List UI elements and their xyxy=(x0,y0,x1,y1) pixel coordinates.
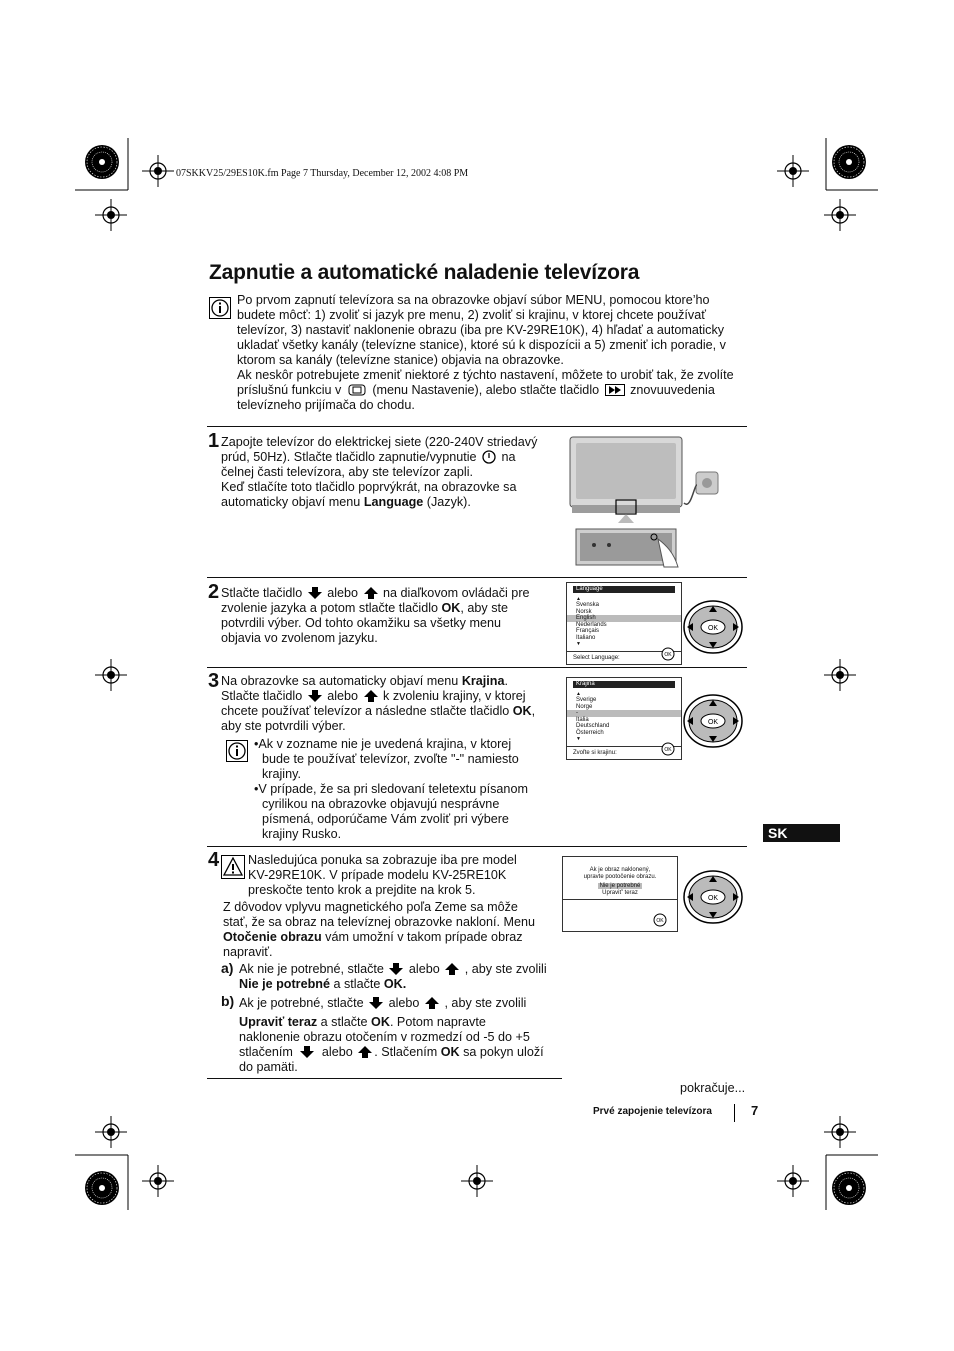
step2-text: Stlačte tlačidlo alebo na diaľkovom ovládači pre zvolenie jazyka a potom stlačte tlačidlo OK, aby ste potvrdili výber. Od tohto okamžiku sa všetky menu objavia vo zvolenom jazyku. xyxy=(221,586,530,645)
step4-warning: Nasledujúca ponuka sa zobrazuje iba pre model KV-29RE10K. V prípade modelu KV-25RE10K preskočte tento krok a prejdite na krok 5. xyxy=(248,853,517,897)
page-number: 7 xyxy=(751,1103,759,1118)
menu-item: Norge xyxy=(576,703,593,710)
step1-text: Zapojte televízor do elektrickej siete (220-240V striedavý prúd, 50Hz). Stlačte tlačidlo zapnutie/vypnutie na čelnej časti televízora, aby ste televízor zapli. Keď stlačíte toto tlačidlo poprvýkrát, na obrazovke sa automaticky objaví menu Language (Jazyk). xyxy=(221,435,538,509)
menu-item: Svenska xyxy=(576,602,600,608)
up-arrow-icon xyxy=(364,587,378,599)
language-menu-screen xyxy=(566,582,682,665)
ok-nav-icon xyxy=(661,647,675,661)
step-number: 3 xyxy=(208,670,220,692)
up-arrow-icon xyxy=(445,963,459,975)
svg-text:OK: OK xyxy=(707,625,719,632)
country-menu-screen xyxy=(566,677,682,760)
menu-title: Language xyxy=(573,586,675,593)
menu-footer: Select Language: xyxy=(567,651,681,665)
page-title: Zapnutie a automatické naladenie televízora xyxy=(209,261,640,284)
footer-separator xyxy=(734,1104,735,1122)
menu-title: Krajina xyxy=(573,681,675,688)
up-arrow-icon xyxy=(364,690,378,702)
svg-text:OK: OK xyxy=(707,719,719,726)
file-info-header: 07SKKV25/29ES10K.fm Page 7 Thursday, December 12, 2002 4:08 PM xyxy=(176,168,469,179)
down-arrow-icon xyxy=(300,1046,314,1058)
info-icon xyxy=(209,297,231,319)
divider xyxy=(207,1078,562,1079)
up-arrow-icon xyxy=(358,1046,372,1058)
power-icon xyxy=(482,450,496,464)
arrow-up-indicator: ▲ xyxy=(576,690,581,697)
svg-text:OK: OK xyxy=(664,747,672,753)
divider xyxy=(207,426,747,427)
menu-item: Italiano xyxy=(576,634,596,641)
ok-nav-icon xyxy=(653,913,667,927)
warning-icon xyxy=(221,855,245,879)
option-b-label: b) xyxy=(221,993,235,1009)
step-number: 4 xyxy=(208,849,220,871)
menu-item: Deutschland xyxy=(576,723,610,729)
step3-notes: •Ak v zozname nie je uvedená krajina, v ktorej bude te používať televízor, zvoľte "-" namiesto krajiny. •V prípade, že sa pri sledovaní teletextu písanom cyrilikou na obrazovke objavujú nesprávne písmená, odporúčame Vám zvoliť pri výbere krajiny Rusko. xyxy=(254,737,528,841)
down-arrow-icon xyxy=(308,690,322,702)
option-a-text: Ak nie je potrebné, stlačte alebo , aby ste zvolili Nie je potrebné a stlačte OK. xyxy=(239,962,547,991)
menu-item-selected: Nie je potrebné xyxy=(599,883,641,889)
language-tab: SK xyxy=(763,824,840,842)
step4-text: Z dôvodov vplyvu magnetického poľa Zeme sa môže stať, že sa obraz na televíznej obrazovke nakloní. Menu Otočenie obrazu vám umožní v takom prípade obraz napraviť. xyxy=(223,900,536,959)
arrow-down-indicator: ▼ xyxy=(576,641,581,647)
remote-navigation-pad xyxy=(683,600,743,655)
arrow-down-indicator: ▼ xyxy=(576,736,581,742)
step-number: 2 xyxy=(208,581,220,603)
svg-text:OK: OK xyxy=(664,652,672,658)
divider xyxy=(207,577,747,578)
star-mark-bl xyxy=(85,1171,119,1205)
intro-paragraph: Po prvom zapnutí televízora sa na obrazovke objaví súbor MENU, pomocou ktore’ho budete môcť: 1) zvoliť si jazyk pre menu, 2) zvoliť si krajinu, v ktorej chcete používať televízor, 3) nastaviť naklonenie obrazu (iba pre KV-29RE10K), 4) hľadať a automaticky ukladať všetky kanály (televízne stanice), ktoré sú k dispozícii a 5) zmeniť ich poradie, v ktorom sa kanály (televízne stanice) objavia na obrazovke. Ak neskôr potrebujete zmeniť niektoré z týchto nastavení, môžete to urobiť tak, že zvolíte príslušnú funkciu v (menu Nastavenie), alebo stlačte tlačidlo znovuuvedenia televízneho prijímača do chodu. xyxy=(237,293,734,412)
menu-item: Upraviť' teraz xyxy=(602,889,638,896)
step-number: 1 xyxy=(208,430,220,452)
ok-nav-icon xyxy=(661,742,675,756)
tilt-menu-screen: Ak je obraz naklonený, upravte pootočenie obrazu. Nie je potrebné Upraviť' teraz OK xyxy=(562,856,678,932)
menu-item: Français xyxy=(576,628,600,634)
menu-item: Italia xyxy=(576,716,589,723)
menu-item: Österreich xyxy=(576,729,604,736)
svg-text:OK: OK xyxy=(707,895,719,902)
star-mark-br xyxy=(832,1171,866,1205)
menu-item: Norsk xyxy=(576,608,592,615)
step3-text: Na obrazovke sa automaticky objaví menu Krajina. Stlačte tlačidlo alebo k zvoleniu krajiny, v ktorej chcete používať televízor a následne stlačte tlačidlo OK, aby ste potvrdili výber. xyxy=(221,674,536,733)
fast-forward-icon xyxy=(605,384,625,396)
star-mark-tl xyxy=(85,145,119,179)
footer-section: Prvé zapojenie televízora xyxy=(593,1106,712,1117)
continues-note: pokračuje... xyxy=(680,1081,746,1095)
remote-navigation-pad xyxy=(683,870,743,925)
info-icon xyxy=(226,740,248,762)
menu-item: Nederlands xyxy=(576,621,607,628)
option-b-text: Ak je potrebné, stlačte alebo , aby ste zvolili Upraviť teraz a stlačte OK. Potom napravte naklonenie obrazu otočením v rozmedzí od -5 do +5 stlačením alebo . Stlačením OK sa pokyn uloží do pamäti. xyxy=(239,996,544,1074)
down-arrow-icon xyxy=(389,963,403,975)
menu-item: Sverige xyxy=(576,697,597,703)
svg-text:OK: OK xyxy=(656,918,664,924)
menu-footer: Zvoľte si krajinu: xyxy=(567,746,681,760)
remote-navigation-pad xyxy=(683,694,743,749)
down-arrow-icon xyxy=(308,587,322,599)
setup-menu-icon xyxy=(348,384,366,396)
menu-item-selected: - xyxy=(567,710,681,717)
option-a-label: a) xyxy=(221,960,234,976)
tv-illustration xyxy=(566,435,726,569)
divider xyxy=(207,846,747,847)
star-mark-tr xyxy=(832,145,866,179)
down-arrow-icon xyxy=(369,997,383,1009)
menu-item-selected: English xyxy=(567,615,681,622)
divider xyxy=(207,667,747,668)
arrow-up-indicator: ▲ xyxy=(576,595,581,602)
up-arrow-icon xyxy=(425,997,439,1009)
